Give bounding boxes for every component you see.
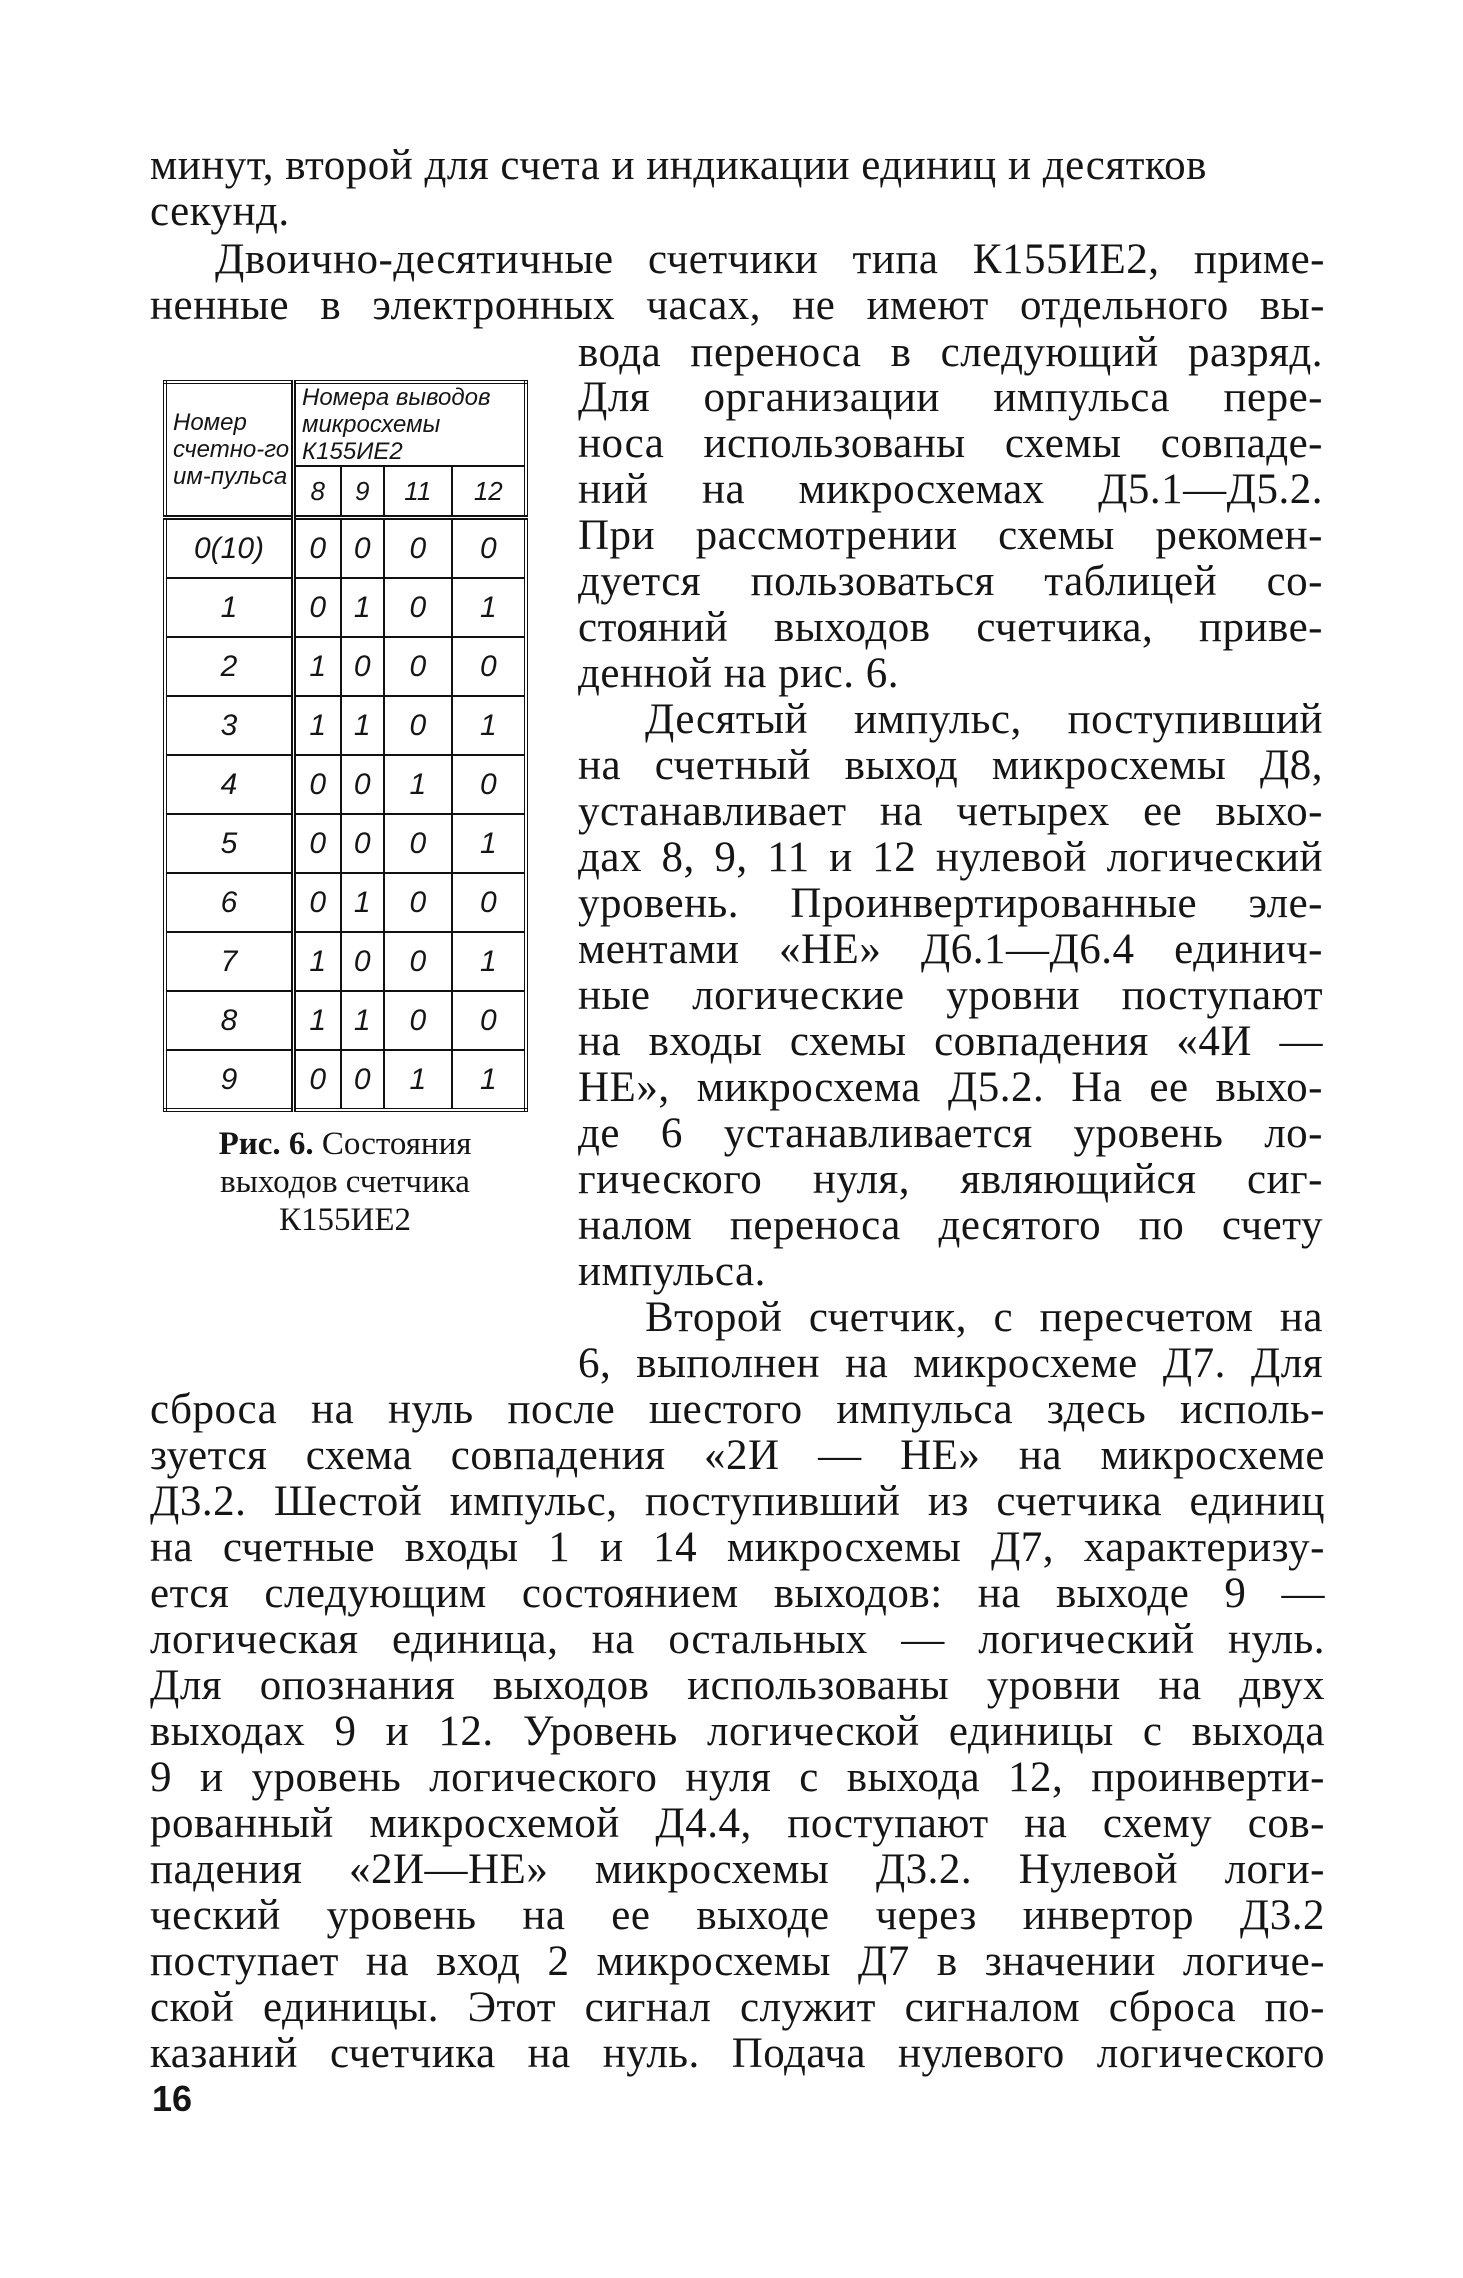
- text-line: гического нуля, являющийся сиг-: [578, 1156, 1323, 1203]
- text-line: ненные в электронных часах, не имеют отдельного вы-: [150, 282, 1325, 329]
- text-line: Для опознания выходов использованы уровни на двух: [150, 1662, 1325, 1709]
- text-line: ний на микросхемах Д5.1—Д5.2.: [578, 466, 1323, 513]
- state-cell: 1: [294, 932, 341, 991]
- state-cell: 0: [341, 518, 385, 579]
- figure-caption: [165, 1125, 525, 1239]
- text-line: ментами «НЕ» Д6.1—Д6.4 единич-: [578, 926, 1323, 973]
- table-row: [165, 578, 526, 637]
- state-cell: 0: [452, 991, 526, 1050]
- text-line: зуется схема совпадения «2И — НЕ» на микросхеме: [150, 1432, 1325, 1479]
- pulse-number: 0(10): [165, 518, 294, 579]
- state-cell: 0: [341, 814, 385, 873]
- table-row: [165, 637, 526, 696]
- table-row: [165, 991, 526, 1050]
- state-cell: 0: [452, 873, 526, 932]
- state-cell: 0: [452, 518, 526, 579]
- row-header: Номер счетно-го им-пульса: [165, 382, 294, 518]
- state-cell: 1: [384, 1050, 452, 1110]
- state-cell: 1: [384, 755, 452, 814]
- pin-header: 12: [452, 466, 526, 518]
- state-cell: 1: [294, 696, 341, 755]
- text-line: рованный микросхемой Д4.4, поступают на схему сов-: [150, 1800, 1325, 1847]
- table-row: [165, 696, 526, 755]
- table-row: [165, 873, 526, 932]
- state-cell: 0: [341, 755, 385, 814]
- state-cell: 0: [384, 873, 452, 932]
- text-line: сброса на нуль после шестого импульса здесь исполь-: [150, 1386, 1325, 1433]
- pulse-number: 6: [165, 873, 294, 932]
- state-cell: 1: [452, 578, 526, 637]
- state-cell: 0: [341, 637, 385, 696]
- state-cell: 1: [452, 1050, 526, 1110]
- text-line: на счетные входы 1 и 14 микросхемы Д7, характеризу-: [150, 1524, 1325, 1571]
- text-line: на счетный выход микросхемы Д8,: [578, 742, 1323, 789]
- state-cell: 0: [452, 755, 526, 814]
- state-cell: 0: [294, 578, 341, 637]
- pulse-number: 1: [165, 578, 294, 637]
- text-line: де 6 устанавливается уровень ло-: [578, 1110, 1323, 1157]
- pulse-number: 4: [165, 755, 294, 814]
- text-line: логическая единица, на остальных — логический нуль.: [150, 1616, 1325, 1663]
- state-cell: 1: [294, 991, 341, 1050]
- text-line: дуется пользоваться таблицей со-: [578, 558, 1323, 605]
- page-number: 16: [152, 2078, 193, 2119]
- text-line: 9 и уровень логического нуля с выхода 12, проинверти-: [150, 1754, 1325, 1801]
- state-cell: 1: [294, 637, 341, 696]
- text-line: дах 8, 9, 11 и 12 нулевой логический: [578, 834, 1323, 881]
- state-cell: 1: [341, 873, 385, 932]
- text-line: ской единицы. Этот сигнал служит сигналом сброса по-: [150, 1984, 1325, 2031]
- state-cell: 0: [341, 1050, 385, 1110]
- state-cell: 1: [341, 696, 385, 755]
- state-cell: 0: [384, 696, 452, 755]
- text-line: носа использованы схемы совпаде-: [578, 420, 1323, 467]
- figure-label: Рис. 6.: [218, 1126, 314, 1162]
- pulse-number: 9: [165, 1050, 294, 1110]
- pin-header: 8: [294, 466, 341, 518]
- text-line: денной на рис. 6.: [578, 650, 899, 697]
- pin-header: 9: [341, 466, 385, 518]
- text-line: НЕ», микросхема Д5.2. На ее выхо-: [578, 1064, 1323, 1111]
- state-cell: 0: [341, 932, 385, 991]
- text-line: уровень. Проинвертированные эле-: [578, 880, 1323, 927]
- state-cell: 0: [384, 814, 452, 873]
- text-line: на входы схемы совпадения «4И —: [578, 1018, 1323, 1065]
- text-line: Десятый импульс, поступивший: [645, 696, 1323, 743]
- text-line: При рассмотрении схемы рекомен-: [578, 512, 1323, 559]
- state-cell: 0: [384, 991, 452, 1050]
- text-line: выходах 9 и 12. Уровень логической единицы с выхода: [150, 1708, 1325, 1755]
- text-line: казаний счетчика на нуль. Подача нулевого логического: [150, 2030, 1325, 2077]
- state-cell: 1: [341, 578, 385, 637]
- figure-caption-text: Состояния выходов счетчика К155ИЕ2: [220, 1126, 472, 1238]
- text-line: падения «2И—НЕ» микросхемы Д3.2. Нулевой логи-: [150, 1846, 1325, 1893]
- pulse-number: 5: [165, 814, 294, 873]
- text-line: ется следующим состоянием выходов: на выходе 9 —: [150, 1570, 1325, 1617]
- text-line: ческий уровень на ее выходе через инвертор Д3.2: [150, 1892, 1325, 1939]
- pulse-number: 8: [165, 991, 294, 1050]
- pulse-number: 7: [165, 932, 294, 991]
- state-cell: 1: [341, 991, 385, 1050]
- state-cell: 0: [294, 518, 341, 579]
- text-line: Д3.2. Шестой импульс, поступивший из счетчика единиц: [150, 1478, 1325, 1525]
- text-line: Второй счетчик, с пересчетом на: [645, 1294, 1323, 1341]
- text-line: импульса.: [578, 1248, 766, 1295]
- table-row: [165, 814, 526, 873]
- state-cell: 1: [452, 814, 526, 873]
- state-cell: 0: [452, 637, 526, 696]
- text-line: устанавливает на четырех ее выхо-: [578, 788, 1323, 835]
- state-cell: 0: [384, 578, 452, 637]
- table-row: [165, 1050, 526, 1110]
- state-cell: 0: [384, 932, 452, 991]
- text-line: 6, выполнен на микросхеме Д7. Для: [578, 1340, 1323, 1387]
- text-line: ные логические уровни поступают: [578, 972, 1323, 1019]
- text-line: минут, второй для счета и индикации единиц и десятков: [150, 142, 1207, 189]
- table-row: [165, 755, 526, 814]
- text-line: поступает на вход 2 микросхемы Д7 в значении логиче-: [150, 1938, 1325, 1985]
- text-line: налом переноса десятого по счету: [578, 1202, 1323, 1249]
- state-cell: 1: [452, 696, 526, 755]
- state-cell: 0: [294, 873, 341, 932]
- text-line: стояний выходов счетчика, приве-: [578, 604, 1323, 651]
- state-cell: 0: [294, 814, 341, 873]
- state-cell: 0: [384, 637, 452, 696]
- state-table: [163, 380, 528, 1112]
- state-cell: 0: [384, 518, 452, 579]
- pulse-number: 2: [165, 637, 294, 696]
- state-cell: 0: [294, 1050, 341, 1110]
- state-cell: 1: [452, 932, 526, 991]
- col-header: Номера выводов микросхемы К155ИЕ2: [294, 382, 527, 466]
- text-line: вода переноса в следующий разряд.: [578, 329, 1323, 376]
- text-line: Для организации импульса пере-: [578, 374, 1323, 421]
- table-row: [165, 518, 526, 579]
- text-line: Двоично-десятичные счетчики типа К155ИЕ2, приме-: [215, 236, 1325, 283]
- text-line: секунд.: [150, 188, 290, 235]
- table-row: [165, 932, 526, 991]
- state-cell: 0: [294, 755, 341, 814]
- pulse-number: 3: [165, 696, 294, 755]
- pin-header: 11: [384, 466, 452, 518]
